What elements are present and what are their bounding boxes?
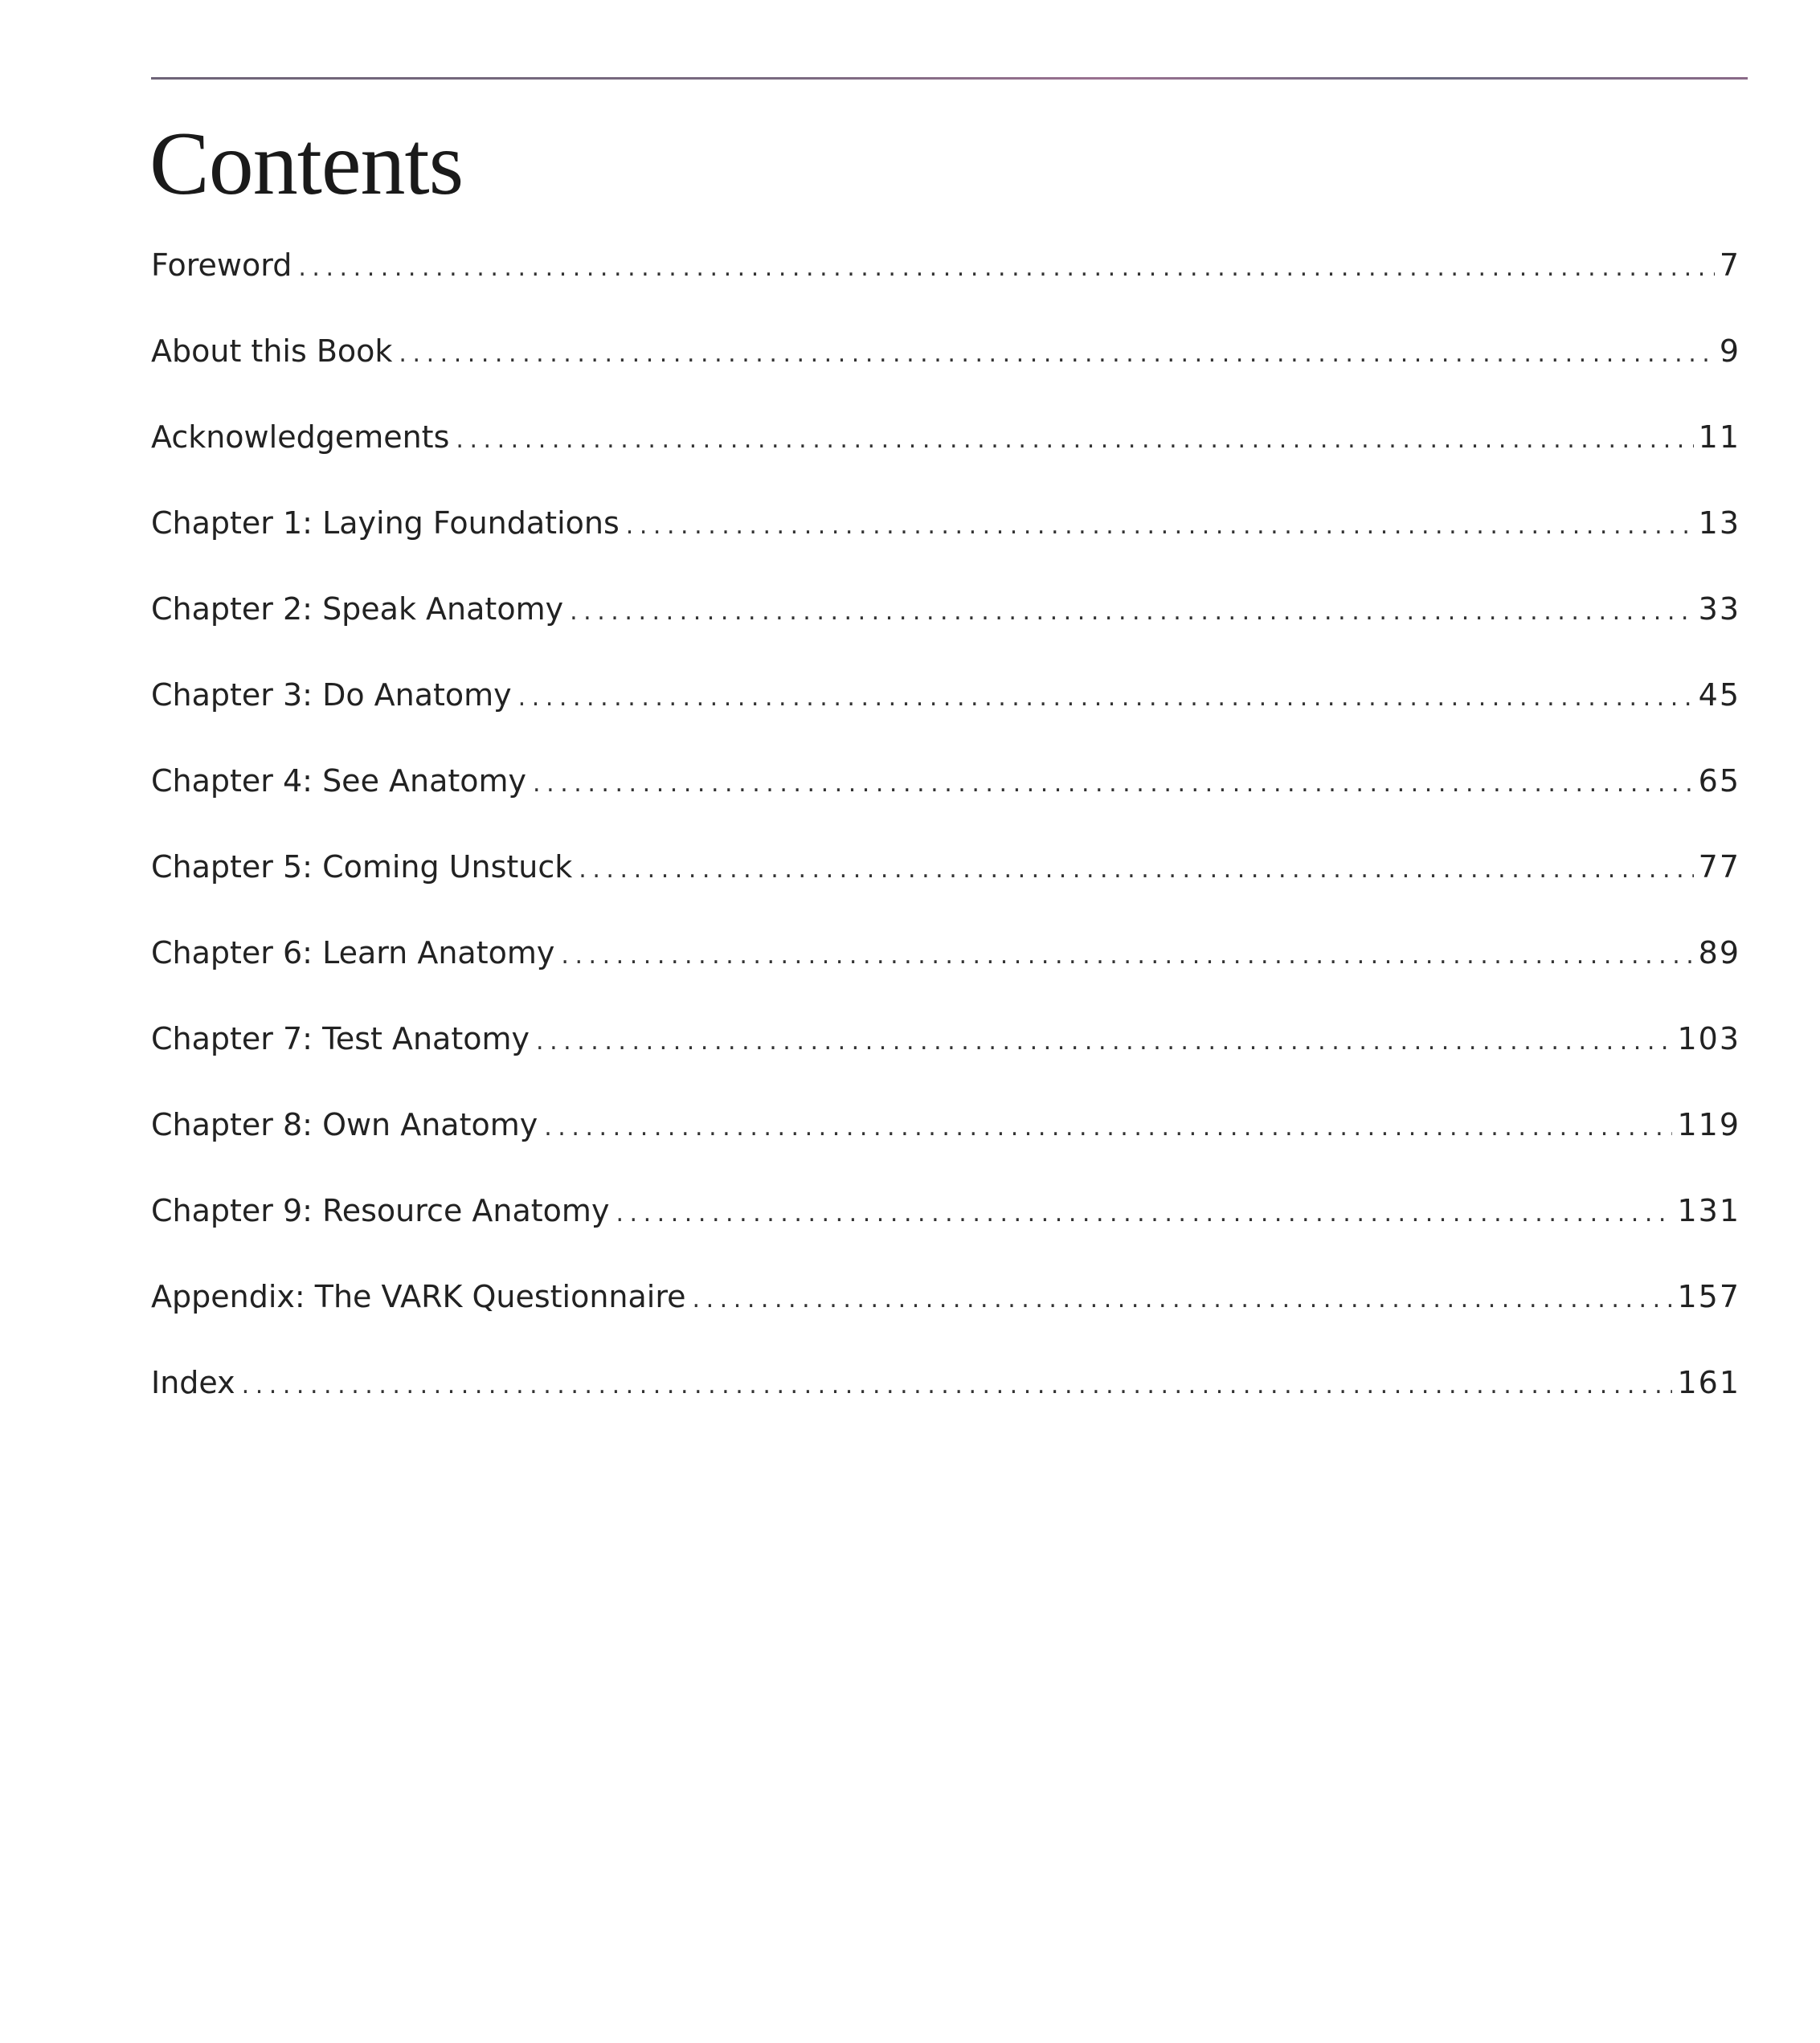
toc-entry-page: 13	[1698, 505, 1740, 541]
toc-entry-label: Foreword	[151, 247, 292, 283]
toc-entry[interactable]	[151, 333, 1740, 419]
toc-entry[interactable]	[151, 1107, 1740, 1193]
toc-entry-label: Appendix: The VARK Questionnaire	[151, 1279, 686, 1314]
toc-entry-label: Chapter 4: See Anatomy	[151, 763, 527, 799]
dot-leader	[693, 1285, 1673, 1314]
toc-entry-label: Chapter 3: Do Anatomy	[151, 677, 512, 713]
toc-entry[interactable]	[151, 1279, 1740, 1365]
dot-leader	[561, 942, 1693, 970]
toc-entry-label: About this Book	[151, 333, 393, 369]
toc-entry[interactable]	[151, 763, 1740, 849]
dot-leader	[626, 512, 1694, 540]
toc-entry[interactable]	[151, 1365, 1740, 1451]
toc-entry-page: 77	[1698, 849, 1740, 885]
toc-entry[interactable]	[151, 935, 1740, 1021]
toc-entry[interactable]	[151, 247, 1740, 333]
dot-leader	[616, 1199, 1672, 1228]
toc-entry-label: Chapter 6: Learn Anatomy	[151, 935, 555, 970]
toc-entry[interactable]	[151, 591, 1740, 677]
toc-entry-label: Chapter 7: Test Anatomy	[151, 1021, 530, 1056]
toc-entry-page: 157	[1677, 1279, 1740, 1314]
dot-leader	[298, 254, 1714, 282]
toc-entry-page: 45	[1698, 677, 1740, 713]
toc-entry-page: 119	[1677, 1107, 1740, 1142]
dot-leader	[544, 1113, 1672, 1142]
toc-entry-page: 9	[1719, 333, 1740, 369]
toc-entry[interactable]	[151, 505, 1740, 591]
dot-leader	[456, 426, 1693, 454]
toc-entry[interactable]	[151, 849, 1740, 935]
toc-entry-page: 33	[1698, 591, 1740, 627]
toc-entry-page: 89	[1698, 935, 1740, 970]
toc-entry-page: 65	[1698, 763, 1740, 799]
toc-entry-page: 11	[1698, 419, 1740, 455]
dot-leader	[536, 1028, 1672, 1056]
table-of-contents	[151, 247, 1740, 1451]
toc-entry-label: Chapter 5: Coming Unstuck	[151, 849, 573, 885]
toc-entry-page: 103	[1677, 1021, 1740, 1056]
toc-entry[interactable]	[151, 677, 1740, 763]
toc-entry-label: Chapter 8: Own Anatomy	[151, 1107, 538, 1142]
dot-leader	[242, 1371, 1673, 1399]
dot-leader	[579, 856, 1693, 884]
toc-entry[interactable]	[151, 419, 1740, 505]
toc-entry-label: Chapter 9: Resource Anatomy	[151, 1193, 610, 1228]
toc-entry-label: Index	[151, 1365, 235, 1400]
dot-leader	[533, 770, 1694, 798]
toc-entry-page: 131	[1677, 1193, 1740, 1228]
toc-entry-label: Chapter 1: Laying Foundations	[151, 505, 620, 541]
toc-entry-label: Acknowledgements	[151, 419, 450, 455]
toc-entry-page: 7	[1719, 247, 1740, 283]
toc-entry-label: Chapter 2: Speak Anatomy	[151, 591, 564, 627]
dot-leader	[570, 598, 1694, 626]
header-rule	[151, 77, 1748, 80]
toc-entry-page: 161	[1677, 1365, 1740, 1400]
toc-entry[interactable]	[151, 1021, 1740, 1107]
page-title: Contents	[149, 114, 464, 214]
dot-leader	[399, 340, 1714, 368]
dot-leader	[518, 684, 1694, 712]
toc-entry[interactable]	[151, 1193, 1740, 1279]
